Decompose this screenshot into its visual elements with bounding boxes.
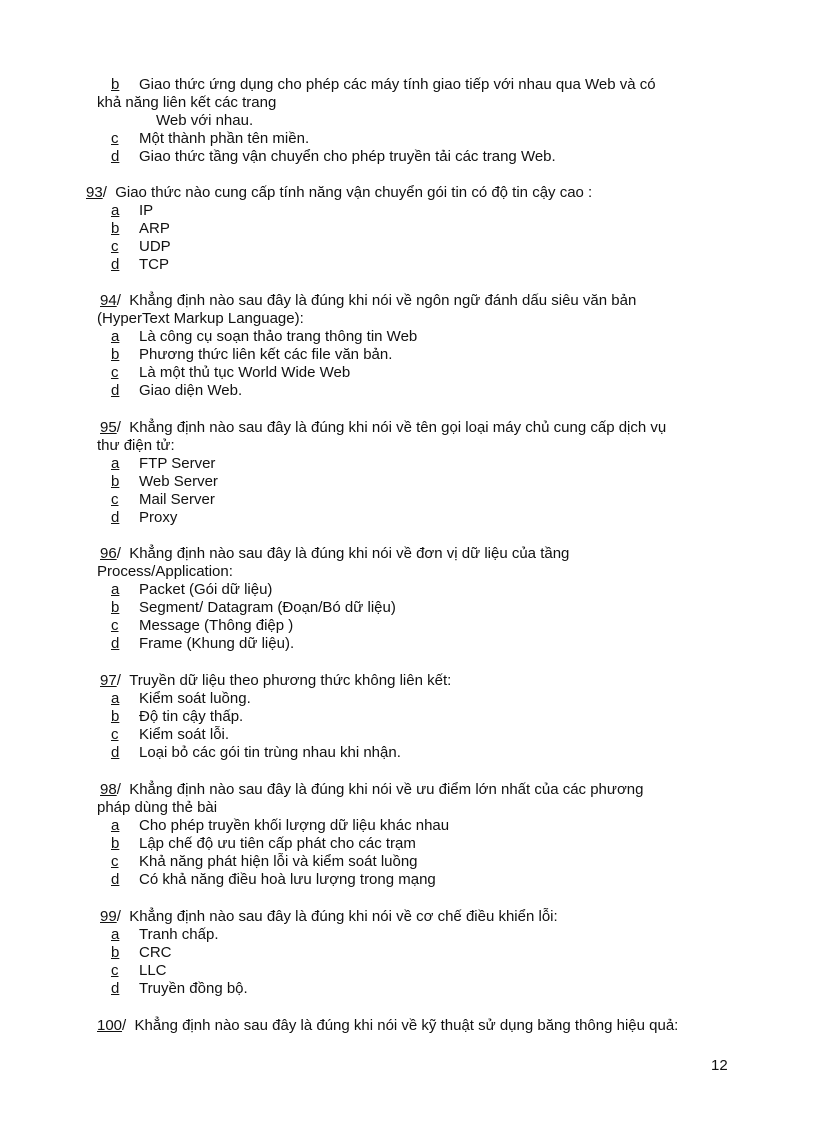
- question-94: 94/ Khẳng định nào sau đây là đúng khi nói về ngôn ngữ đánh dấu siêu văn bản: [100, 292, 637, 309]
- option-text: IP: [139, 202, 154, 219]
- option-letter: d: [111, 509, 120, 526]
- option-text: Giao thức ứng dụng cho phép các máy tính giao tiếp với nhau qua Web và có: [139, 76, 656, 93]
- option-row: [111, 581, 272, 599]
- option-text: Là công cụ soạn thảo trang thông tin Web: [139, 328, 418, 345]
- option-letter: a: [111, 926, 120, 943]
- option-text: Là một thủ tục World Wide Web: [139, 364, 351, 381]
- question-text: Truyền dữ liệu theo phương thức không liên kết:: [129, 672, 452, 689]
- question-98: 98/ Khẳng định nào sau đây là đúng khi nói về ưu điểm lớn nhất của các phương: [100, 781, 644, 798]
- option-row: [111, 220, 170, 238]
- page-number: 12: [711, 1057, 728, 1074]
- question-number: 99: [100, 908, 117, 925]
- question-text-continued: (HyperText Markup Language):: [97, 310, 304, 327]
- option-text: Frame (Khung dữ liệu).: [139, 635, 295, 652]
- question-number: 98: [100, 781, 117, 798]
- question-number: 93: [86, 184, 103, 201]
- question-95: 95/ Khẳng định nào sau đây là đúng khi nói về tên gọi loại máy chủ cung cấp dịch vụ: [100, 419, 667, 436]
- option-row: [111, 617, 293, 635]
- option-row: [111, 238, 171, 256]
- option-row: [111, 76, 656, 94]
- question-number: 94: [100, 292, 117, 309]
- option-row: [111, 455, 215, 473]
- option-text: TCP: [139, 256, 169, 273]
- option-row: [111, 473, 218, 491]
- question-text: Khẳng định nào sau đây là đúng khi nói về cơ chế điều khiển lỗi:: [129, 908, 558, 925]
- option-row: [111, 817, 449, 835]
- option-row: [111, 962, 167, 980]
- option-text: Web Server: [139, 473, 218, 490]
- option-text: Truyền đồng bộ.: [139, 980, 248, 997]
- option-text: Có khả năng điều hoà lưu lượng trong mạng: [139, 871, 436, 888]
- option-letter: b: [111, 835, 120, 852]
- option-letter: d: [111, 871, 120, 888]
- question-93: 93/ Giao thức nào cung cấp tính năng vận chuyển gói tin có độ tin cậy cao :: [86, 184, 593, 201]
- question-text: Khẳng định nào sau đây là đúng khi nói về đơn vị dữ liệu của tầng: [129, 545, 570, 562]
- option-letter: d: [111, 256, 120, 273]
- option-row: [111, 635, 294, 653]
- option-row: [111, 726, 229, 744]
- option-letter: d: [111, 744, 120, 761]
- option-letter: c: [111, 364, 119, 381]
- option-letter: b: [111, 220, 120, 237]
- option-row: [111, 491, 215, 509]
- question-number: 95: [100, 419, 117, 436]
- option-letter: d: [111, 382, 120, 399]
- option-letter: a: [111, 817, 120, 834]
- option-row: [111, 130, 309, 148]
- option-text: Cho phép truyền khối lượng dữ liệu khác nhau: [139, 817, 450, 834]
- option-letter: c: [111, 238, 119, 255]
- option-letter: a: [111, 328, 120, 345]
- question-number: 97: [100, 672, 117, 689]
- option-row: [111, 328, 417, 346]
- option-letter: c: [111, 726, 119, 743]
- question-text: Khẳng định nào sau đây là đúng khi nói về ưu điểm lớn nhất của các phương: [129, 781, 644, 798]
- question-text: Khẳng định nào sau đây là đúng khi nói về tên gọi loại máy chủ cung cấp dịch vụ: [129, 419, 667, 436]
- option-letter: a: [111, 581, 120, 598]
- option-row: [111, 364, 350, 382]
- option-text: Segment/ Datagram (Đoạn/Bó dữ liệu): [139, 599, 396, 616]
- question-99: 99/ Khẳng định nào sau đây là đúng khi nói về cơ chế điều khiển lỗi:: [100, 908, 558, 925]
- option-text: Giao diện Web.: [139, 382, 243, 399]
- question-text: Khẳng định nào sau đây là đúng khi nói về kỹ thuật sử dụng băng thông hiệu quả:: [134, 1017, 679, 1034]
- option-text: FTP Server: [139, 455, 216, 472]
- option-row: [111, 346, 392, 364]
- option-text: Proxy: [139, 509, 178, 526]
- option-letter: b: [111, 599, 120, 616]
- question-96: 96/ Khẳng định nào sau đây là đúng khi nói về đơn vị dữ liệu của tầng: [100, 545, 570, 562]
- option-text: Message (Thông điệp ): [139, 617, 294, 634]
- option-row: [111, 744, 401, 762]
- option-row: [111, 382, 242, 400]
- question-number: 96: [100, 545, 117, 562]
- option-letter: a: [111, 202, 120, 219]
- option-text: UDP: [139, 238, 171, 255]
- option-letter: b: [111, 473, 120, 490]
- option-text: Tranh chấp.: [139, 926, 219, 943]
- option-row: [111, 835, 416, 853]
- option-letter: b: [111, 944, 120, 961]
- option-row: [111, 708, 243, 726]
- option-text: CRC: [139, 944, 172, 961]
- option-row: [111, 509, 177, 527]
- question-text-continued: thư điện tử:: [97, 437, 175, 454]
- option-text: Độ tin cậy thấp.: [139, 708, 244, 725]
- option-text: Loại bỏ các gói tin trùng nhau khi nhận.: [139, 744, 401, 761]
- question-text: Khẳng định nào sau đây là đúng khi nói về ngôn ngữ đánh dấu siêu văn bản: [129, 292, 637, 309]
- question-97: 97/ Truyền dữ liệu theo phương thức không liên kết:: [100, 672, 452, 689]
- option-letter: b: [111, 708, 120, 725]
- option-letter: c: [111, 962, 119, 979]
- option-letter: c: [111, 491, 119, 508]
- option-letter: b: [111, 76, 120, 93]
- option-text: Packet (Gói dữ liệu): [139, 581, 273, 598]
- option-letter: a: [111, 690, 120, 707]
- option-row: [111, 926, 219, 944]
- option-letter: d: [111, 148, 120, 165]
- option-row: [111, 853, 418, 871]
- option-row: [111, 871, 436, 889]
- option-letter: a: [111, 455, 120, 472]
- option-text: Kiểm soát lỗi.: [139, 726, 230, 743]
- option-row: [111, 690, 251, 708]
- option-row: [111, 148, 556, 166]
- option-letter: c: [111, 130, 119, 147]
- option-text: ARP: [139, 220, 170, 237]
- option-text: Mail Server: [139, 491, 215, 508]
- option-row: [111, 202, 153, 220]
- question-text-continued: pháp dùng thẻ bài: [97, 799, 218, 816]
- question-text-continued: Process/Application:: [97, 563, 233, 580]
- option-text: Một thành phần tên miền.: [139, 130, 310, 147]
- question-number: 100: [97, 1017, 123, 1034]
- option-text: Khả năng phát hiện lỗi và kiểm soát luồng: [139, 853, 418, 870]
- option-text-continued: khả năng liên kết các trang: [97, 94, 277, 111]
- option-letter: b: [111, 346, 120, 363]
- option-text: Kiểm soát luồng.: [139, 690, 251, 707]
- option-letter: d: [111, 980, 120, 997]
- option-row: [111, 599, 396, 617]
- option-row: [111, 256, 169, 274]
- option-text-continued: Web với nhau.: [156, 112, 254, 129]
- option-letter: c: [111, 853, 119, 870]
- option-text: Lập chế độ ưu tiên cấp phát cho các trạm: [139, 835, 416, 852]
- question-text: Giao thức nào cung cấp tính năng vận chuyển gói tin có độ tin cậy cao :: [115, 184, 593, 201]
- option-row: [111, 980, 248, 998]
- question-100: 100/ Khẳng định nào sau đây là đúng khi nói về kỹ thuật sử dụng băng thông hiệu quả:: [97, 1017, 679, 1034]
- option-text: LLC: [139, 962, 167, 979]
- option-letter: c: [111, 617, 119, 634]
- option-letter: d: [111, 635, 120, 652]
- option-text: Phương thức liên kết các file văn bản.: [139, 346, 393, 363]
- option-text: Giao thức tầng vận chuyển cho phép truyền tải các trang Web.: [139, 148, 556, 165]
- option-row: [111, 944, 172, 962]
